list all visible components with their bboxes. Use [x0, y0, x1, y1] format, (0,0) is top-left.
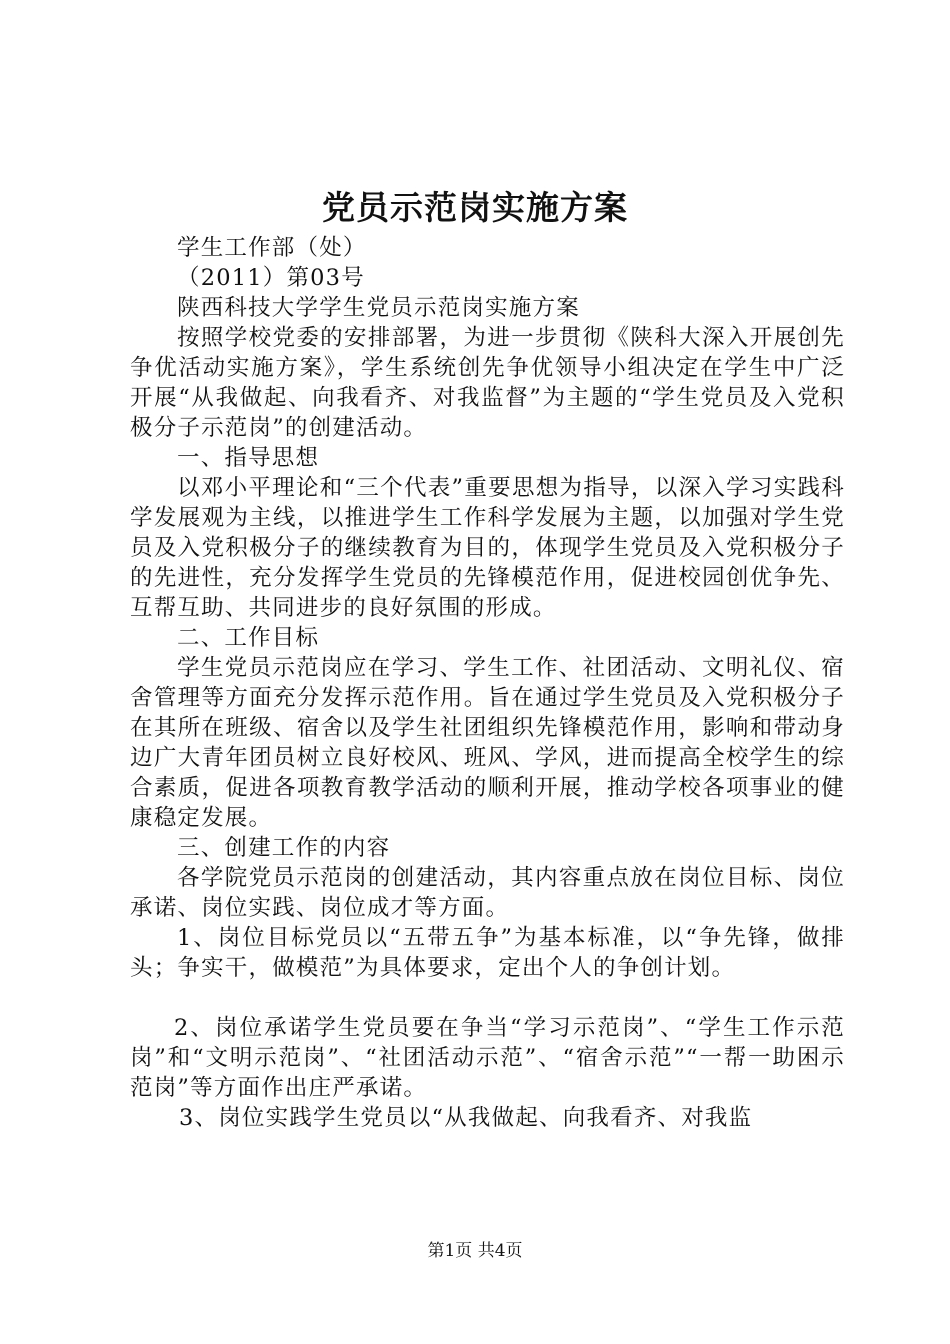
document-subtitle: 陕西科技大学学生党员示范岗实施方案 — [177, 295, 580, 321]
section-paragraph-1: 以邓小平理论和“三个代表”重要思想为指导，以深入学习实践科学发展观为主线，以推进学生工作科学发展为主题，以加强对学生党员及入党积极分子的继续教育为目的，体现学生党员及入党积极分子的先进性，充分发挥学生党员的先锋模范作用，促进校园创优争先、互帮互助、共同进步的良好氛围的形成。 — [130, 475, 845, 621]
issuing-department: 学生工作部（处） — [177, 235, 367, 261]
list-item-2: 2、岗位承诺学生党员要在争当“学习示范岗”、“学生工作示范岗”和“文明示范岗”、“社团活动示范”、“宿舍示范”“一帮一助困示范岗”等方面作出庄严承诺。 — [130, 1015, 845, 1101]
page-footer: 第1页 共4页 — [427, 1241, 523, 1261]
document-body — [130, 233, 845, 1133]
section-paragraph-2: 学生党员示范岗应在学习、学生工作、社团活动、文明礼仪、宿舍管理等方面充分发挥示范作用。旨在通过学生党员及入党积极分子在其所在班级、宿舍以及学生社团组织先锋模范作用，影响和带动身边广大青年团员树立良好校风、班风、学风，进而提高全校学生的综合素质，促进各项教育教学活动的顺利开展，推动学校各项事业的健康稳定发展。 — [130, 655, 845, 831]
intro-paragraph: 按照学校党委的安排部署，为进一步贯彻《陕科大深入开展创先争优活动实施方案》，学生系统创先争优领导小组决定在学生中广泛开展“从我做起、向我看齐、对我监督”为主题的“学生党员及入党积极分子示范岗”的创建活动。 — [130, 325, 845, 441]
section-heading-2: 二、工作目标 — [177, 625, 320, 651]
section-paragraph-3: 各学院党员示范岗的创建活动，其内容重点放在岗位目标、岗位承诺、岗位实践、岗位成才等方面。 — [130, 865, 845, 921]
list-item-3: 3、岗位实践学生党员以“从我做起、向我看齐、对我监 — [179, 1105, 753, 1131]
section-heading-1: 一、指导思想 — [177, 445, 320, 471]
section-heading-3: 三、创建工作的内容 — [177, 835, 391, 861]
document-number: （2011）第03号 — [177, 265, 365, 291]
document-title: 党员示范岗实施方案 — [322, 188, 628, 227]
list-item-1: 1、岗位目标党员以“五带五争”为基本标准，以“争先锋，做排头；争实干，做模范”为具体要求，定出个人的争创计划。 — [130, 925, 845, 981]
